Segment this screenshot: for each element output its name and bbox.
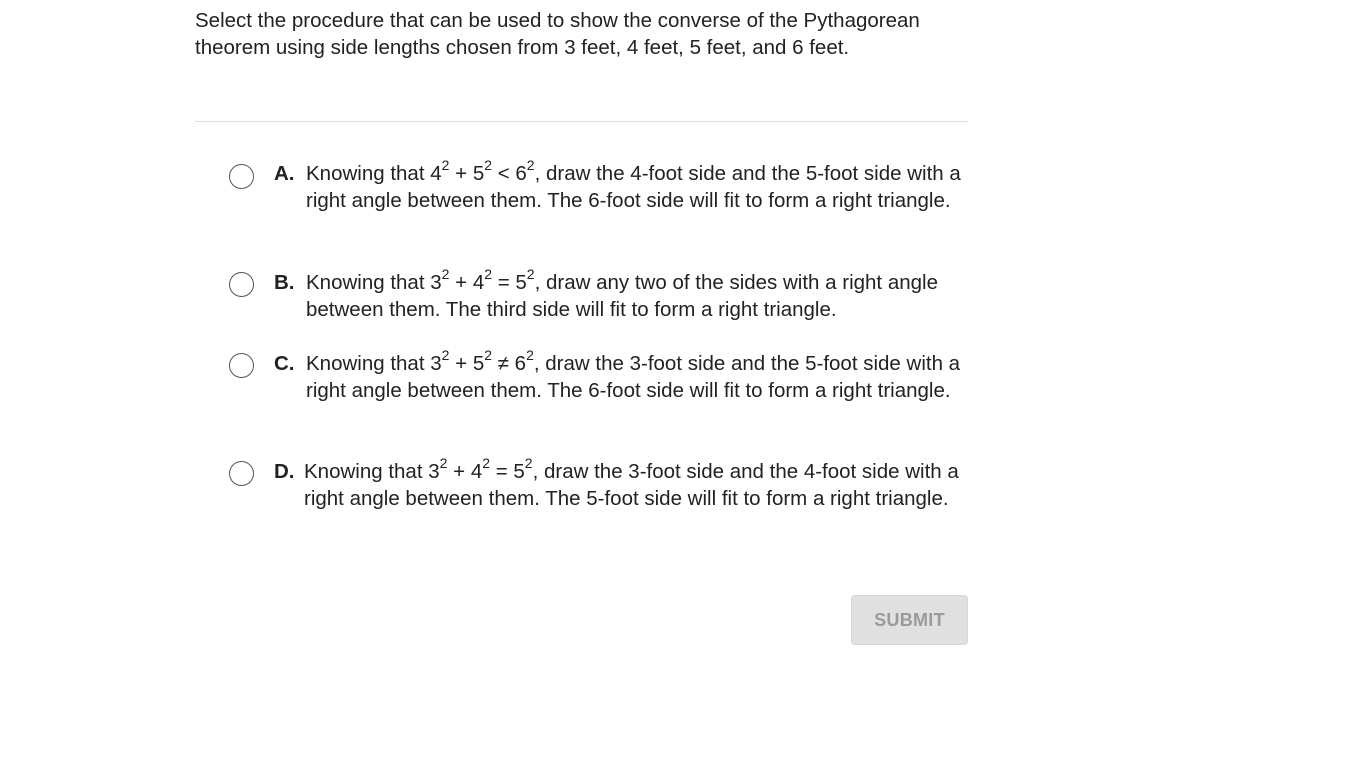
choice-text-b: Knowing that $3^2 + 4^2 = 5^2$, draw any two of the sides with a right angle between them. The third side will fit to form a right triangle. (306, 266, 938, 321)
radio-button-d[interactable] (229, 461, 254, 486)
choice-letter-c: C. (274, 352, 295, 375)
choice-letter-d: D. (274, 460, 295, 483)
choice-text-c: Knowing that $3^2 + 5^2 \ne 6^2$, draw the 3-foot side and the 5-foot side with a right angle between them. The 6-foot side will fit to form a right triangle. (306, 347, 961, 402)
choice-letter-a: A. (274, 162, 295, 185)
radio-button-c[interactable] (229, 353, 254, 378)
choice-text-a: Knowing that $4^2 + 5^2 < 6^2$, draw the 4-foot side and the 5-foot side with a right angle between them. The 6-foot side will fit to form a right triangle. (306, 157, 961, 212)
radio-button-b[interactable] (229, 272, 254, 297)
radio-button-a[interactable] (229, 164, 254, 189)
divider (195, 121, 968, 122)
choice-letter-b: B. (274, 271, 295, 294)
question-prompt: Select the procedure that can be used to show the converse of the Pythagorean theorem using side lengths chosen from 3 feet, 4 feet, 5 feet, and 6 feet. (195, 9, 920, 59)
submit-button[interactable]: SUBMIT (851, 595, 968, 645)
question-container (195, 8, 968, 61)
choice-text-d: Knowing that $3^2 + 4^2 = 5^2$, draw the 3-foot side and the 4-foot side with a right angle between them. The 5-foot side will fit to form a right triangle. (304, 455, 959, 510)
